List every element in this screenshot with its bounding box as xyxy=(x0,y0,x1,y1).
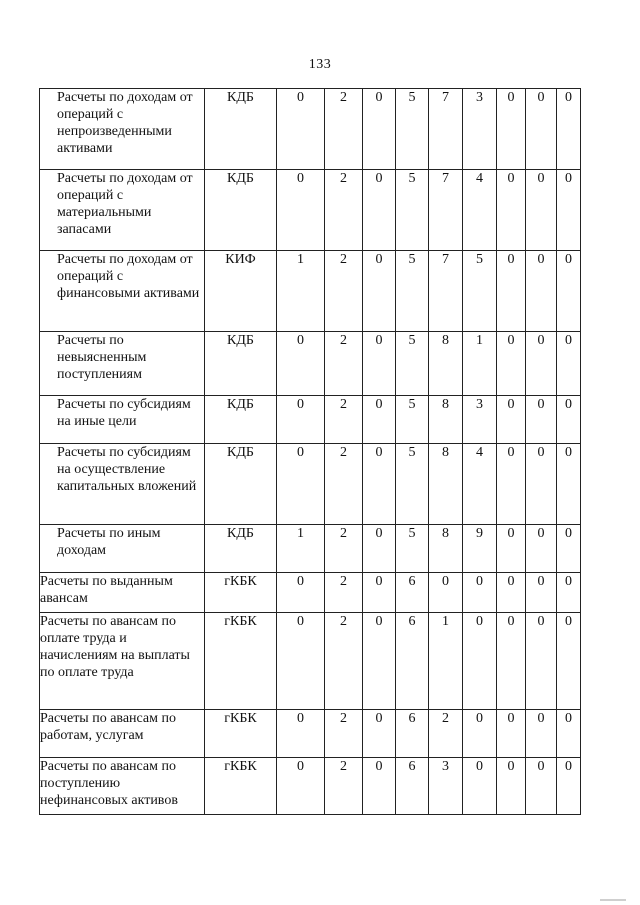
code-type-cell: гКБК xyxy=(205,613,277,710)
account-digit-cell: 9 xyxy=(463,525,497,573)
account-name-cell: Расчеты по авансам по поступлению нефинансовых активов xyxy=(40,758,205,815)
account-digit-cell: 0 xyxy=(497,525,526,573)
account-digit-cell: 4 xyxy=(463,444,497,525)
account-digit-cell: 8 xyxy=(429,332,463,396)
account-digit-cell: 8 xyxy=(429,396,463,444)
account-digit-cell: 7 xyxy=(429,89,463,170)
account-digit-cell: 1 xyxy=(277,525,325,573)
account-name-cell: Расчеты по доходам от операций с непроизведенными активами xyxy=(40,89,205,170)
account-digit-cell: 2 xyxy=(325,444,363,525)
account-digit-cell: 0 xyxy=(363,758,396,815)
table-row xyxy=(40,396,581,444)
account-name-cell: Расчеты по субсидиям на осуществление капитальных вложений xyxy=(40,444,205,525)
account-digit-cell: 2 xyxy=(325,758,363,815)
account-digit-cell: 2 xyxy=(325,170,363,251)
account-digit-cell: 5 xyxy=(396,396,429,444)
account-digit-cell: 0 xyxy=(277,444,325,525)
account-digit-cell: 0 xyxy=(363,89,396,170)
account-digit-cell: 5 xyxy=(396,170,429,251)
account-digit-cell: 0 xyxy=(463,758,497,815)
account-digit-cell: 0 xyxy=(526,573,557,613)
account-digit-cell: 0 xyxy=(526,444,557,525)
code-type-cell: гКБК xyxy=(205,710,277,758)
account-digit-cell: 6 xyxy=(396,613,429,710)
account-digit-cell: 0 xyxy=(557,332,581,396)
account-digit-cell: 0 xyxy=(557,170,581,251)
account-digit-cell: 5 xyxy=(396,525,429,573)
account-digit-cell: 5 xyxy=(396,89,429,170)
account-digit-cell: 0 xyxy=(497,396,526,444)
account-digit-cell: 0 xyxy=(526,758,557,815)
account-digit-cell: 2 xyxy=(325,332,363,396)
account-digit-cell: 6 xyxy=(396,573,429,613)
account-digit-cell: 0 xyxy=(497,251,526,332)
account-digit-cell: 0 xyxy=(363,613,396,710)
account-digit-cell: 5 xyxy=(463,251,497,332)
code-type-cell: КИФ xyxy=(205,251,277,332)
account-digit-cell: 1 xyxy=(277,251,325,332)
scan-artifact xyxy=(600,899,626,901)
account-digit-cell: 2 xyxy=(429,710,463,758)
account-digit-cell: 0 xyxy=(363,332,396,396)
account-digit-cell: 5 xyxy=(396,332,429,396)
account-digit-cell: 0 xyxy=(557,396,581,444)
account-digit-cell: 0 xyxy=(277,758,325,815)
account-digit-cell: 0 xyxy=(526,613,557,710)
account-digit-cell: 0 xyxy=(277,89,325,170)
account-digit-cell: 0 xyxy=(497,758,526,815)
code-type-cell: гКБК xyxy=(205,573,277,613)
account-name-cell: Расчеты по субсидиям на иные цели xyxy=(40,396,205,444)
table-row xyxy=(40,444,581,525)
account-digit-cell: 5 xyxy=(396,251,429,332)
account-digit-cell: 0 xyxy=(497,613,526,710)
account-digit-cell: 8 xyxy=(429,444,463,525)
account-digit-cell: 0 xyxy=(363,525,396,573)
account-digit-cell: 0 xyxy=(363,710,396,758)
account-digit-cell: 0 xyxy=(363,396,396,444)
account-digit-cell: 6 xyxy=(396,710,429,758)
account-digit-cell: 0 xyxy=(277,332,325,396)
account-digit-cell: 2 xyxy=(325,251,363,332)
account-digit-cell: 0 xyxy=(526,396,557,444)
table-row xyxy=(40,525,581,573)
account-digit-cell: 0 xyxy=(463,710,497,758)
table-row xyxy=(40,758,581,815)
account-digit-cell: 2 xyxy=(325,710,363,758)
table-row xyxy=(40,89,581,170)
table-row xyxy=(40,332,581,396)
account-digit-cell: 0 xyxy=(429,573,463,613)
account-digit-cell: 5 xyxy=(396,444,429,525)
code-type-cell: КДБ xyxy=(205,332,277,396)
account-digit-cell: 2 xyxy=(325,613,363,710)
account-digit-cell: 0 xyxy=(526,251,557,332)
account-digit-cell: 0 xyxy=(277,396,325,444)
account-digit-cell: 0 xyxy=(497,573,526,613)
table-row xyxy=(40,170,581,251)
account-name-cell: Расчеты по авансам по работам, услугам xyxy=(40,710,205,758)
account-digit-cell: 2 xyxy=(325,525,363,573)
account-digit-cell: 0 xyxy=(497,89,526,170)
page-number: 133 xyxy=(308,57,332,72)
account-digit-cell: 0 xyxy=(497,444,526,525)
account-digit-cell: 0 xyxy=(526,525,557,573)
account-digit-cell: 3 xyxy=(429,758,463,815)
account-digit-cell: 3 xyxy=(463,89,497,170)
account-digit-cell: 0 xyxy=(557,710,581,758)
account-digit-cell: 0 xyxy=(363,444,396,525)
account-digit-cell: 0 xyxy=(463,573,497,613)
code-type-cell: КДБ xyxy=(205,170,277,251)
account-digit-cell: 0 xyxy=(363,251,396,332)
account-digit-cell: 0 xyxy=(463,613,497,710)
account-digit-cell: 6 xyxy=(396,758,429,815)
account-digit-cell: 0 xyxy=(277,170,325,251)
account-digit-cell: 0 xyxy=(526,332,557,396)
account-digit-cell: 7 xyxy=(429,170,463,251)
code-type-cell: КДБ xyxy=(205,396,277,444)
account-digit-cell: 4 xyxy=(463,170,497,251)
account-name-cell: Расчеты по иным доходам xyxy=(40,525,205,573)
account-digit-cell: 0 xyxy=(497,710,526,758)
account-digit-cell: 0 xyxy=(277,710,325,758)
accounts-table xyxy=(39,88,581,815)
account-digit-cell: 3 xyxy=(463,396,497,444)
account-digit-cell: 2 xyxy=(325,89,363,170)
account-digit-cell: 7 xyxy=(429,251,463,332)
account-digit-cell: 0 xyxy=(277,573,325,613)
table-row xyxy=(40,573,581,613)
account-digit-cell: 0 xyxy=(557,525,581,573)
account-name-cell: Расчеты по доходам от операций с материальными запасами xyxy=(40,170,205,251)
account-digit-cell: 2 xyxy=(325,396,363,444)
table-row xyxy=(40,613,581,710)
account-digit-cell: 0 xyxy=(277,613,325,710)
account-name-cell: Расчеты по доходам от операций с финансовыми активами xyxy=(40,251,205,332)
account-digit-cell: 0 xyxy=(526,170,557,251)
account-digit-cell: 1 xyxy=(463,332,497,396)
code-type-cell: КДБ xyxy=(205,444,277,525)
account-digit-cell: 0 xyxy=(526,710,557,758)
account-digit-cell: 1 xyxy=(429,613,463,710)
account-digit-cell: 0 xyxy=(363,573,396,613)
table-row xyxy=(40,251,581,332)
account-digit-cell: 0 xyxy=(557,613,581,710)
account-name-cell: Расчеты по выданным авансам xyxy=(40,573,205,613)
account-digit-cell: 0 xyxy=(557,758,581,815)
account-digit-cell: 0 xyxy=(557,573,581,613)
account-digit-cell: 0 xyxy=(526,89,557,170)
account-digit-cell: 0 xyxy=(557,251,581,332)
account-digit-cell: 0 xyxy=(557,89,581,170)
account-digit-cell: 0 xyxy=(497,170,526,251)
code-type-cell: гКБК xyxy=(205,758,277,815)
code-type-cell: КДБ xyxy=(205,89,277,170)
account-digit-cell: 0 xyxy=(557,444,581,525)
account-digit-cell: 2 xyxy=(325,573,363,613)
account-digit-cell: 0 xyxy=(497,332,526,396)
table-row xyxy=(40,710,581,758)
account-name-cell: Расчеты по невыясненным поступлениям xyxy=(40,332,205,396)
account-digit-cell: 0 xyxy=(363,170,396,251)
account-digit-cell: 8 xyxy=(429,525,463,573)
code-type-cell: КДБ xyxy=(205,525,277,573)
account-name-cell: Расчеты по авансам по оплате труда и начислениям на выплаты по оплате труда xyxy=(40,613,205,710)
